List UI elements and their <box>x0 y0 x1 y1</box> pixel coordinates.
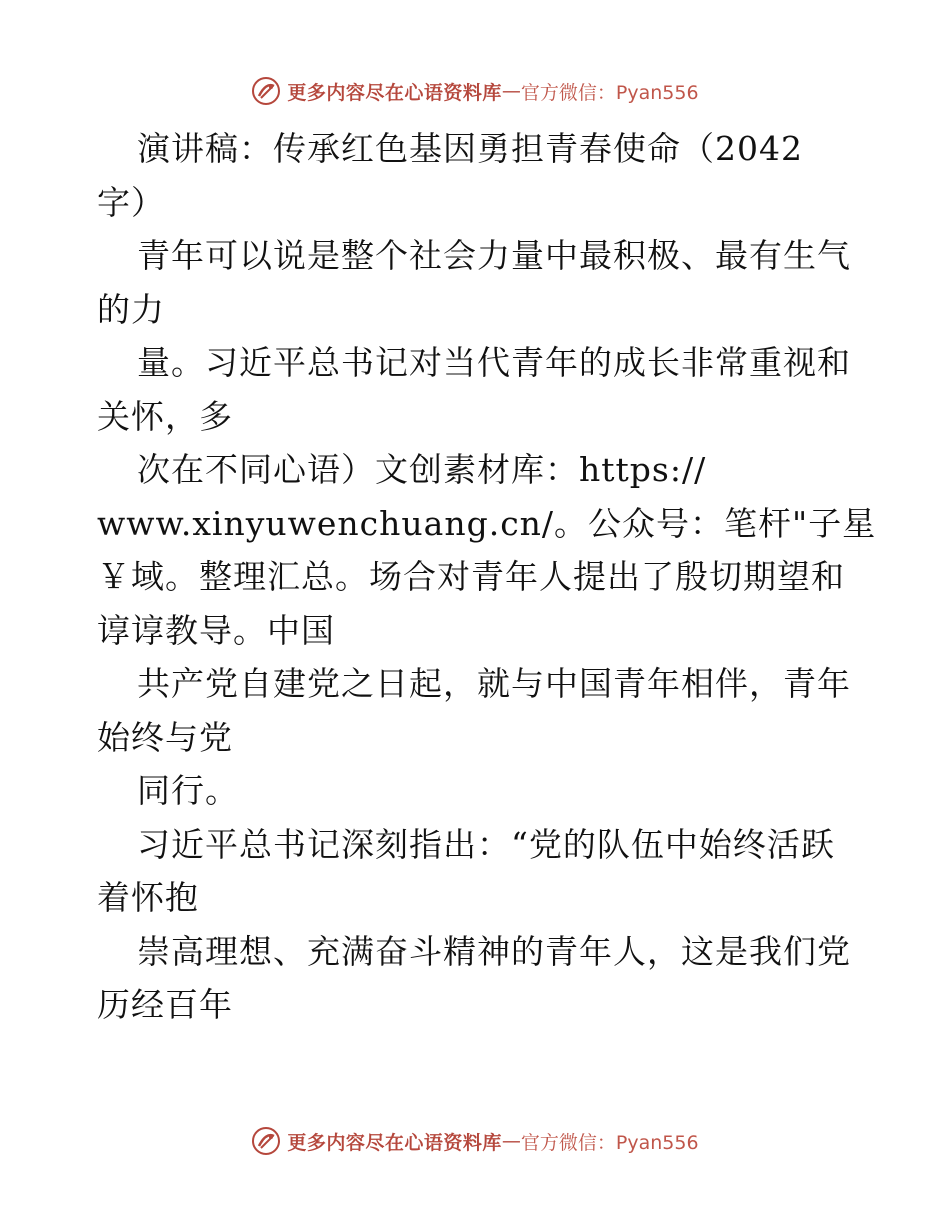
document-line: 次在不同心语）文创素材库：https:// <box>137 450 707 489</box>
document-line: www.xinyuwenchuang.cn/。公众号：笔杆"子星 <box>97 503 877 543</box>
header-separator: — <box>501 80 521 102</box>
document-line: 同行。 <box>137 771 239 810</box>
document-line: ￥域。整理汇总。场合对青年人提出了殷切期望和 <box>97 557 845 596</box>
document-line: 关怀，多 <box>97 396 233 436</box>
document-line: 共产党自建党之日起，就与中国青年相伴，青年 <box>137 664 851 703</box>
brand-logo-icon <box>251 76 281 106</box>
document-line: 习近平总书记深刻指出：“党的队伍中始终活跃 <box>137 824 835 864</box>
footer-separator: — <box>501 1130 521 1152</box>
header-brand-text: 更多内容尽在心语资料库 <box>287 81 502 104</box>
document-line: 着怀抱 <box>97 878 199 917</box>
document-line: 崇高理想、充满奋斗精神的青年人，这是我们党 <box>137 931 851 971</box>
brand-logo-icon <box>251 1126 281 1156</box>
document-line: 始终与党 <box>97 717 233 757</box>
document-line: 字） <box>97 182 165 222</box>
footer-contact-text: 官方微信：Pyan556 <box>520 1131 699 1154</box>
document-line: 演讲稿：传承红色基因勇担青春使命（2042 <box>137 129 803 168</box>
header-watermark-banner <box>0 71 950 111</box>
document-line: 谆谆教导。中国 <box>97 610 335 650</box>
footer-watermark-banner <box>0 1121 950 1161</box>
document-line: 历经百年 <box>97 985 233 1024</box>
document-body <box>97 122 877 1032</box>
document-line: 青年可以说是整个社会力量中最积极、最有生气 <box>137 236 851 275</box>
document-line: 量。习近平总书记对当代青年的成长非常重视和 <box>137 343 851 382</box>
footer-brand-text: 更多内容尽在心语资料库 <box>287 1131 502 1154</box>
header-contact-text: 官方微信：Pyan556 <box>520 81 699 104</box>
document-line: 的力 <box>97 289 165 329</box>
